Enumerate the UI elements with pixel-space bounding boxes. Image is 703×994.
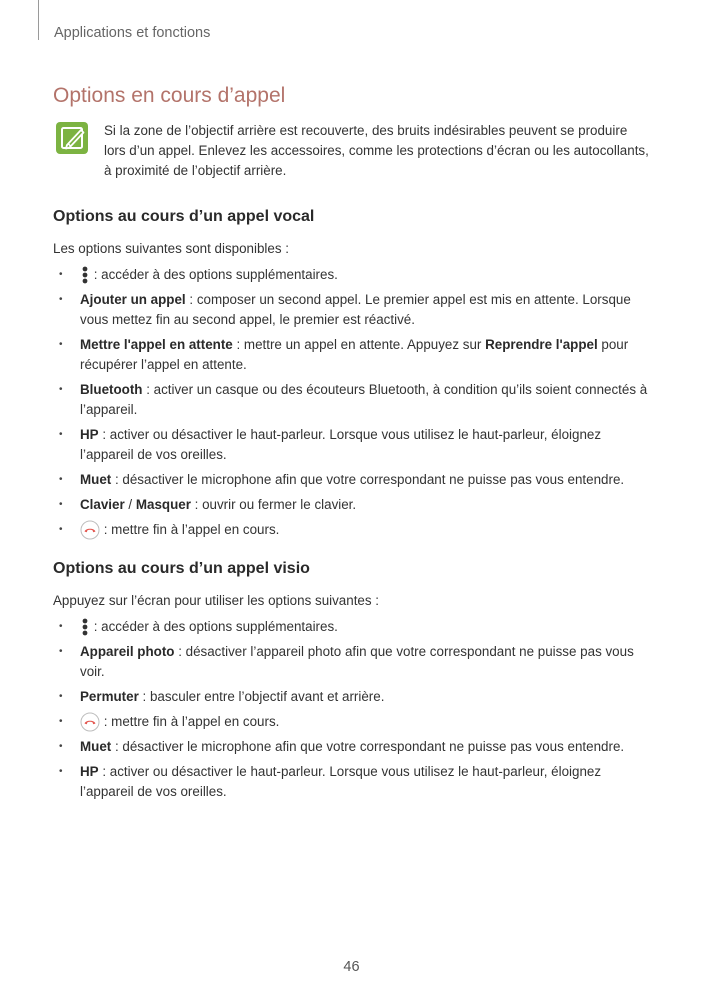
chapter-header: Applications et fonctions — [54, 25, 211, 41]
separator: / — [124, 497, 136, 512]
item-text: : basculer entre l’objectif avant et arrière. — [138, 689, 385, 704]
list-item — [53, 380, 653, 420]
more-options-icon — [80, 618, 90, 636]
option-label: Bluetooth — [80, 382, 143, 397]
list-item — [53, 425, 653, 465]
option-label: Muet — [80, 472, 112, 487]
item-text: : désactiver le microphone afin que votre correspondant ne puisse pas vous entendre. — [111, 472, 625, 487]
item-text: : composer un second appel. Le premier appel est mis en attente. Lorsque vous mettez fin au second appel, le premier est réactivé. — [80, 292, 631, 327]
list-item — [53, 470, 653, 490]
item-text: : accéder à des options supplémentaires. — [90, 267, 338, 282]
list-item — [53, 290, 653, 330]
video-intro: Appuyez sur l’écran pour utiliser les options suivantes : — [53, 593, 380, 608]
item-text: : mettre fin à l’appel en cours. — [100, 714, 280, 729]
voice-call-section — [53, 207, 653, 540]
option-label: Appareil photo — [80, 644, 175, 659]
item-text: : désactiver l’appareil photo afin que votre correspondant ne puisse pas vous voir. — [80, 644, 634, 679]
list-item — [53, 687, 653, 707]
note-text: Si la zone de l’objectif arrière est recouverte, des bruits indésirables peuvent se produire lors d’un appel. Enlevez les accessoires, comme les protections d’écran ou les autocollants, à proximité de l’objectif arrière. — [104, 123, 649, 178]
item-text: : activer ou désactiver le haut-parleur. Lorsque vous utilisez le haut-parleur, éloignez l’appareil de vos oreilles. — [80, 427, 602, 462]
page-title: Options en cours d’appel — [53, 84, 286, 107]
list-item — [53, 495, 653, 515]
item-text: : mettre fin à l’appel en cours. — [100, 522, 280, 537]
option-label: Permuter — [80, 689, 139, 704]
item-text: : désactiver le microphone afin que votre correspondant ne puisse pas vous entendre. — [111, 739, 625, 755]
list-item — [53, 617, 653, 637]
item-text: pour récupérer l’appel en attente. — [80, 337, 629, 372]
list-item — [53, 642, 653, 682]
option-label: Clavier — [80, 497, 125, 512]
option-label: Muet — [80, 739, 112, 755]
voice-intro: Les options suivantes sont disponibles : — [53, 241, 289, 256]
item-text: : accéder à des options supplémentaires. — [90, 619, 338, 634]
option-label: HP — [80, 764, 99, 780]
option-label: Masquer — [135, 497, 191, 512]
voice-options-list — [53, 265, 653, 540]
list-item — [53, 712, 653, 732]
video-options-list — [53, 617, 653, 802]
item-text: : mettre un appel en attente. Appuyez sur — [232, 337, 486, 352]
page-number: 46 — [343, 959, 360, 975]
end-call-icon — [80, 712, 100, 732]
list-item — [53, 737, 653, 757]
end-call-icon — [80, 520, 100, 540]
option-label: HP — [80, 427, 99, 442]
video-section-title: Options au cours d’un appel visio — [53, 560, 310, 577]
option-label: Reprendre l'appel — [485, 337, 598, 352]
list-item — [53, 335, 653, 375]
note-pencil-icon — [55, 121, 89, 155]
more-options-icon — [80, 266, 90, 284]
video-call-section — [53, 559, 653, 802]
option-label: Ajouter un appel — [80, 292, 186, 307]
list-item — [53, 265, 653, 285]
option-label: Mettre l'appel en attente — [80, 337, 233, 352]
item-text: : activer un casque ou des écouteurs Bluetooth, à condition qu’ils soient connectés à l’appareil. — [80, 382, 648, 417]
list-item — [53, 520, 653, 540]
margin-rule — [38, 0, 39, 40]
item-text: : ouvrir ou fermer le clavier. — [190, 497, 357, 512]
voice-section-title: Options au cours d’un appel vocal — [53, 208, 315, 225]
list-item — [53, 762, 653, 802]
item-text: : activer ou désactiver le haut-parleur. Lorsque vous utilisez le haut-parleur, éloignez l’appareil de vos oreilles. — [80, 764, 602, 800]
